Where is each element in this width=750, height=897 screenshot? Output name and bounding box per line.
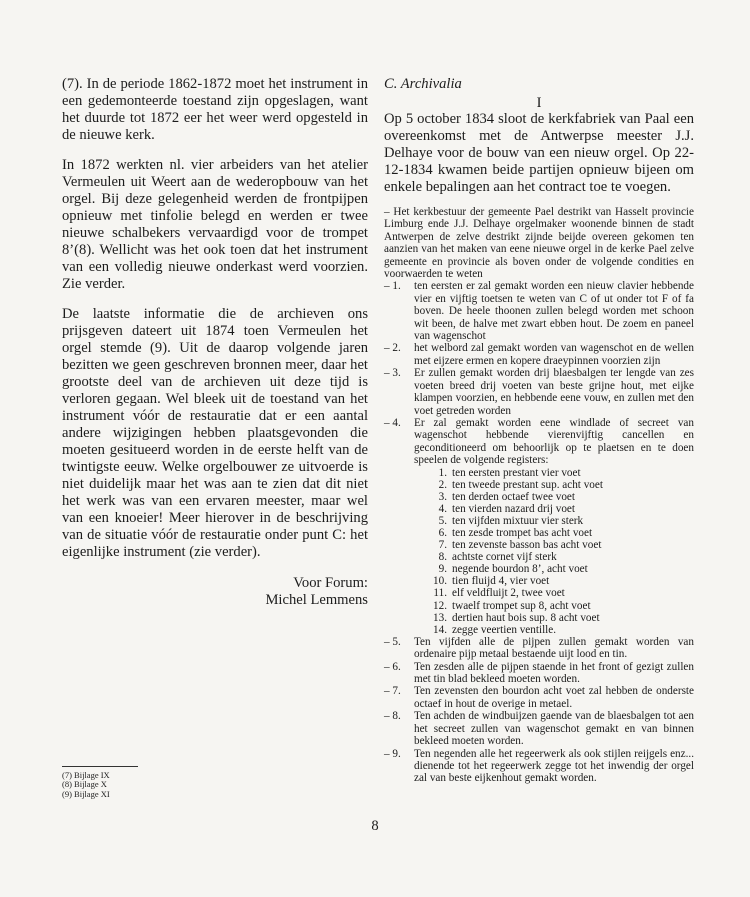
- register-item: [429, 527, 694, 539]
- register-item: [429, 503, 694, 515]
- right-column: [384, 76, 694, 785]
- item-number: – 5.: [384, 635, 401, 648]
- register-text: zegge veertien ventille.: [452, 623, 557, 636]
- item-number: – 2.: [384, 342, 401, 355]
- signature-name: Michel Lemmens: [265, 592, 368, 608]
- item-number: – 8.: [384, 710, 401, 723]
- register-text: ten eersten prestant vier voet: [452, 466, 581, 479]
- item-text: Er zullen gemakt worden drij blaesbalgen ter lengde van zes voeten breed drij voeten van beste grijne hout, met eijke klampen voorzien, en hebbende eene vouw, en zullen met den voet getreden worden: [414, 367, 694, 417]
- register-text: ten zesde trompet bas acht voet: [452, 527, 593, 539]
- intro-paragraph: Op 5 october 1834 sloot de kerkfabriek van Paal een overeenkomst met de Antwerpse meester J.J. Delhaye voor de bouw van een nieuw orgel. Op 22-12-1834 kwamen beide partijen opnieuw bijeen om enkele bepalingen aan het contract toe te voegen.: [384, 111, 694, 195]
- list-item: [384, 636, 694, 661]
- footnote: (8) Bijlage X: [62, 779, 107, 790]
- register-number: 8.: [438, 551, 447, 564]
- register-number: 2.: [438, 478, 447, 491]
- register-text: ten vierden nazard drij voet: [452, 502, 576, 515]
- register-text: negende bourdon 8’, acht voet: [452, 563, 588, 576]
- contract-intro: – Het kerkbestuur der gemeente Pael destrikt van Hasselt provincie Limburg ende J.J. Delhaye orgelmaker woonende binnen de stadt Antwerpen de zelve destrikt zijnde beijde overeen gekomen ten aanzien van het maken van eene nieuwe orgel in de kerke Pael zelve gemeente en provincie als boven onder de volgende condities en voorwaerden te weten: [384, 206, 694, 281]
- register-item: [429, 515, 694, 527]
- register-number: 1.: [438, 466, 447, 479]
- register-item: [429, 600, 694, 612]
- page-number: 8: [371, 818, 379, 834]
- register-number: 3.: [438, 490, 447, 503]
- register-item: [429, 612, 694, 624]
- register-item: [429, 551, 694, 563]
- paragraph: De laatste informatie die de archieven ons prijsgeven dateert uit 1874 toen Vermeulen het orgel stemde (9). Uit de daarop volgende jaren bezitten we geen geschreven bronnen meer, daar het grootste deel van de archieven uit deze tijd is verloren gegaan. Wel bleek uit de toestand van het instrument vóór de restauratie dat er een aantal andere wijzigingen hebben plaatsgevonden die moeten gesitueerd worden in de eerste helft van de twintigste eeuw. Welke orgelbouwer ze uitvoerde is niet duidelijk maar het was aan te zien dat dit niet het werk was van een ervaren meester, maar wel van een knoeier! Meer hierover in de beschrijving van de situatie vóór de restauratie onder punt C: het eigenlijke instrument (zie verder).: [62, 306, 368, 560]
- item-text: het welbord zal gemakt worden van wagenschot en de wellen met eijzere ermen en kopere draeypinnen voorzien zijn: [414, 342, 694, 367]
- paragraph: In 1872 werkten nl. vier arbeiders van het atelier Vermeulen uit Weert aan de wederopbouw van het orgel. Bij deze gelegenheid werden de frontpijpen opnieuw met tinfolie belegd en werden er twee nieuwe schalbekers vervaardigd voor de trompet 8’(8). Wellicht was het ook toen dat het instrument van een volledig nieuwe onderkast werd voorzien. Zie verder.: [62, 157, 368, 292]
- register-text: dertien haut bois sup. 8 acht voet: [452, 611, 600, 624]
- item-number: – 9.: [384, 747, 401, 760]
- item-number: – 1.: [384, 280, 401, 293]
- register-number: 9.: [438, 563, 447, 576]
- register-number: 11.: [433, 587, 447, 600]
- item-number: – 7.: [384, 685, 401, 698]
- register-number: 13.: [433, 611, 447, 624]
- signature-line: Voor Forum:: [293, 575, 368, 591]
- item-text: Ten achden de windbuijzen gaende van de blaesbalgen tot aen het secreet zullen van wagenschot gemakt en van binnen bekleed moeten worden.: [414, 710, 694, 748]
- list-item: [384, 417, 694, 467]
- item-number: – 4.: [384, 416, 401, 429]
- list-item: [384, 367, 694, 417]
- register-text: elf veldfluijt 2, twee voet: [452, 587, 565, 600]
- item-text: ten eersten er zal gemakt worden een nieuw clavier hebbende vier en vijftig toetsen te weten van C of ut onder tot F of fa boven. De heele thoonen zullen belegd worden met schoon wit been, de halve met zwart ebben hout. De zoem en paneel van wagenschot: [414, 280, 694, 343]
- register-number: 7.: [438, 539, 447, 552]
- footnotes: [62, 771, 110, 799]
- register-number: 6.: [438, 527, 447, 539]
- register-text: ten zevenste basson bas acht voet: [452, 539, 602, 552]
- register-number: 4.: [438, 502, 447, 515]
- register-item: [429, 539, 694, 551]
- list-item: [384, 685, 694, 710]
- left-column: [62, 76, 368, 609]
- register-item: [429, 479, 694, 491]
- list-item: [384, 280, 694, 342]
- signature: [62, 575, 368, 609]
- register-text: twaelf trompet sup 8, acht voet: [452, 599, 591, 612]
- register-item: [429, 587, 694, 599]
- item-text: Ten negenden alle het regeerwerk als ook stijlen reijgels enz... dienende tot het regeerwerk zegge tot het inwendig der orgel zal van beste eijkenhout gemakt worden.: [414, 747, 694, 785]
- register-text: ten vijfden mixtuur vier sterk: [452, 514, 584, 527]
- register-number: 5.: [438, 514, 447, 527]
- item-number: – 6.: [384, 660, 401, 673]
- register-number: 12.: [433, 599, 447, 612]
- item-text: Ten zevensten den bourdon acht voet zal hebben de onderste octaef in hout de overige in metael.: [414, 685, 694, 710]
- list-item: [384, 710, 694, 747]
- paragraph: (7). In de periode 1862-1872 moet het instrument in een gedemonteerde toestand zijn opgeslagen, want het duurde tot 1872 eer het weer werd opgesteld in de nieuwe kerk.: [62, 76, 368, 143]
- register-item: [429, 563, 694, 575]
- contract-items: [384, 280, 694, 784]
- register-text: ten derden octaef twee voet: [452, 490, 575, 503]
- register-text: achtste cornet vijf sterk: [452, 551, 557, 564]
- footnote-divider: [62, 766, 138, 767]
- register-number: 10.: [433, 575, 447, 588]
- item-number: – 3.: [384, 367, 401, 380]
- list-item: [384, 748, 694, 785]
- register-list: [429, 467, 694, 636]
- register-item: [429, 467, 694, 479]
- item-text: Ten zesden alle de pijpen staende in het front of gezigt zullen met tin blad bekleed moeten worden.: [414, 660, 694, 686]
- item-text: Ten vijfden alle de pijpen zullen gemakt worden van ordenaire pijp metaal bestaende uijt lood en tin.: [414, 635, 694, 661]
- register-text: ten tweede prestant sup. acht voet: [452, 478, 603, 491]
- item-text: Er zal gemakt worden eene windlade of secreet van wagenschot hebbende vierenvijftig cancellen en geconditioneerd om behoorlijk op te plaetsen en te doen speelen de volgende registers:: [414, 416, 694, 467]
- footnote: (7) Bijlage IX: [62, 770, 110, 780]
- register-item: [429, 624, 694, 636]
- section-heading: C. Archivalia: [384, 76, 462, 92]
- list-item: [384, 661, 694, 686]
- register-text: tien fluijd 4, vier voet: [452, 575, 550, 588]
- register-item: [429, 575, 694, 587]
- register-item: [429, 491, 694, 503]
- footnote: (9) Bijlage XI: [62, 788, 110, 799]
- section-number: I: [536, 95, 542, 111]
- register-number: 14.: [433, 623, 447, 636]
- list-item: [384, 342, 694, 367]
